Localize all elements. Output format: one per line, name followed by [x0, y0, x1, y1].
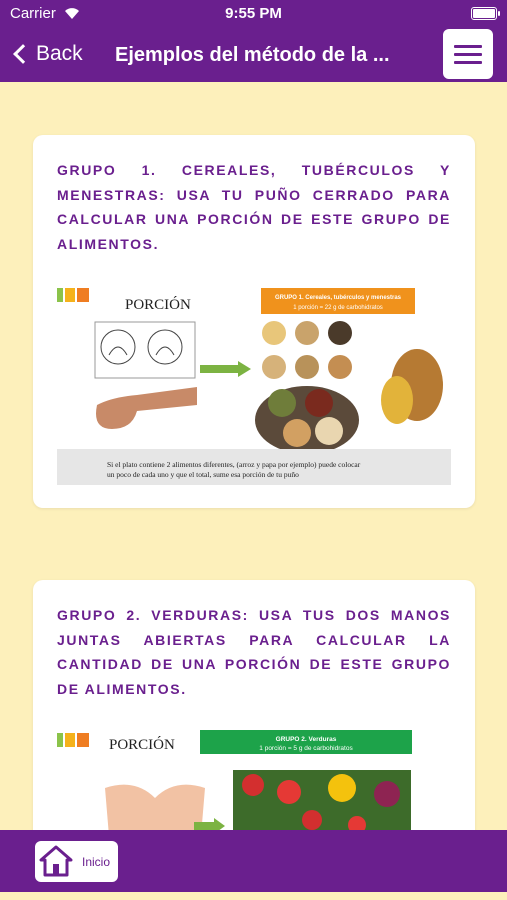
nav-bar — [0, 28, 507, 82]
menu-button[interactable] — [443, 29, 493, 79]
home-label: Inicio — [82, 855, 111, 869]
status-time: 9:55 PM — [225, 5, 282, 22]
bottom-strip — [0, 892, 507, 900]
battery-icon — [471, 7, 497, 20]
porcion-label: PORCIÓN — [109, 737, 175, 753]
card-description: GRUPO 2. VERDURAS: USA TUS DOS MANOS JUNTAS ABIERTAS PARA CALCULAR LA CANTIDAD DE UNA PORCIÓN DE ESTE GRUPO DE ALIMENTOS. — [57, 607, 451, 697]
porcion-label: PORCIÓN — [125, 297, 191, 313]
carrier-label: Carrier — [10, 5, 56, 22]
banner-title: GRUPO 1. Cereales, tubérculos y menestras — [274, 295, 402, 301]
home-icon — [38, 844, 74, 878]
banner-subtitle: 1 porción = 5 g de carbohidratos — [259, 745, 353, 752]
home-button[interactable] — [35, 841, 118, 882]
banner-subtitle: 1 porción = 22 g de carbohidratos — [293, 305, 383, 311]
page-title: Ejemplos del método de la ... — [115, 44, 390, 66]
hamburger-icon — [454, 45, 482, 48]
status-bar — [0, 0, 507, 28]
portion-card-grupo-2 — [33, 580, 475, 840]
portion-card-grupo-1 — [33, 135, 475, 508]
caption-line-1: Si el plato contiene 2 alimentos diferentes, (arroz y papa por ejemplo) puede colocar — [107, 460, 361, 469]
back-button[interactable] — [10, 38, 83, 70]
chevron-left-icon — [13, 44, 33, 64]
portion-illustration-grupo-2 — [57, 730, 451, 840]
back-label: Back — [36, 42, 83, 65]
banner-title: GRUPO 2. Verduras — [275, 736, 337, 743]
caption-line-2: un poco de cada uno y que el total, sume esa porción de tu puño — [107, 470, 299, 479]
portion-illustration-grupo-1 — [57, 285, 451, 485]
card-description: GRUPO 1. CEREALES, TUBÉRCULOS Y MENESTRAS: USA TU PUÑO CERRADO PARA CALCULAR UNA PORCIÓN DE ESTE GRUPO DE ALIMENTOS. — [57, 162, 451, 252]
bottom-bar — [0, 830, 507, 892]
